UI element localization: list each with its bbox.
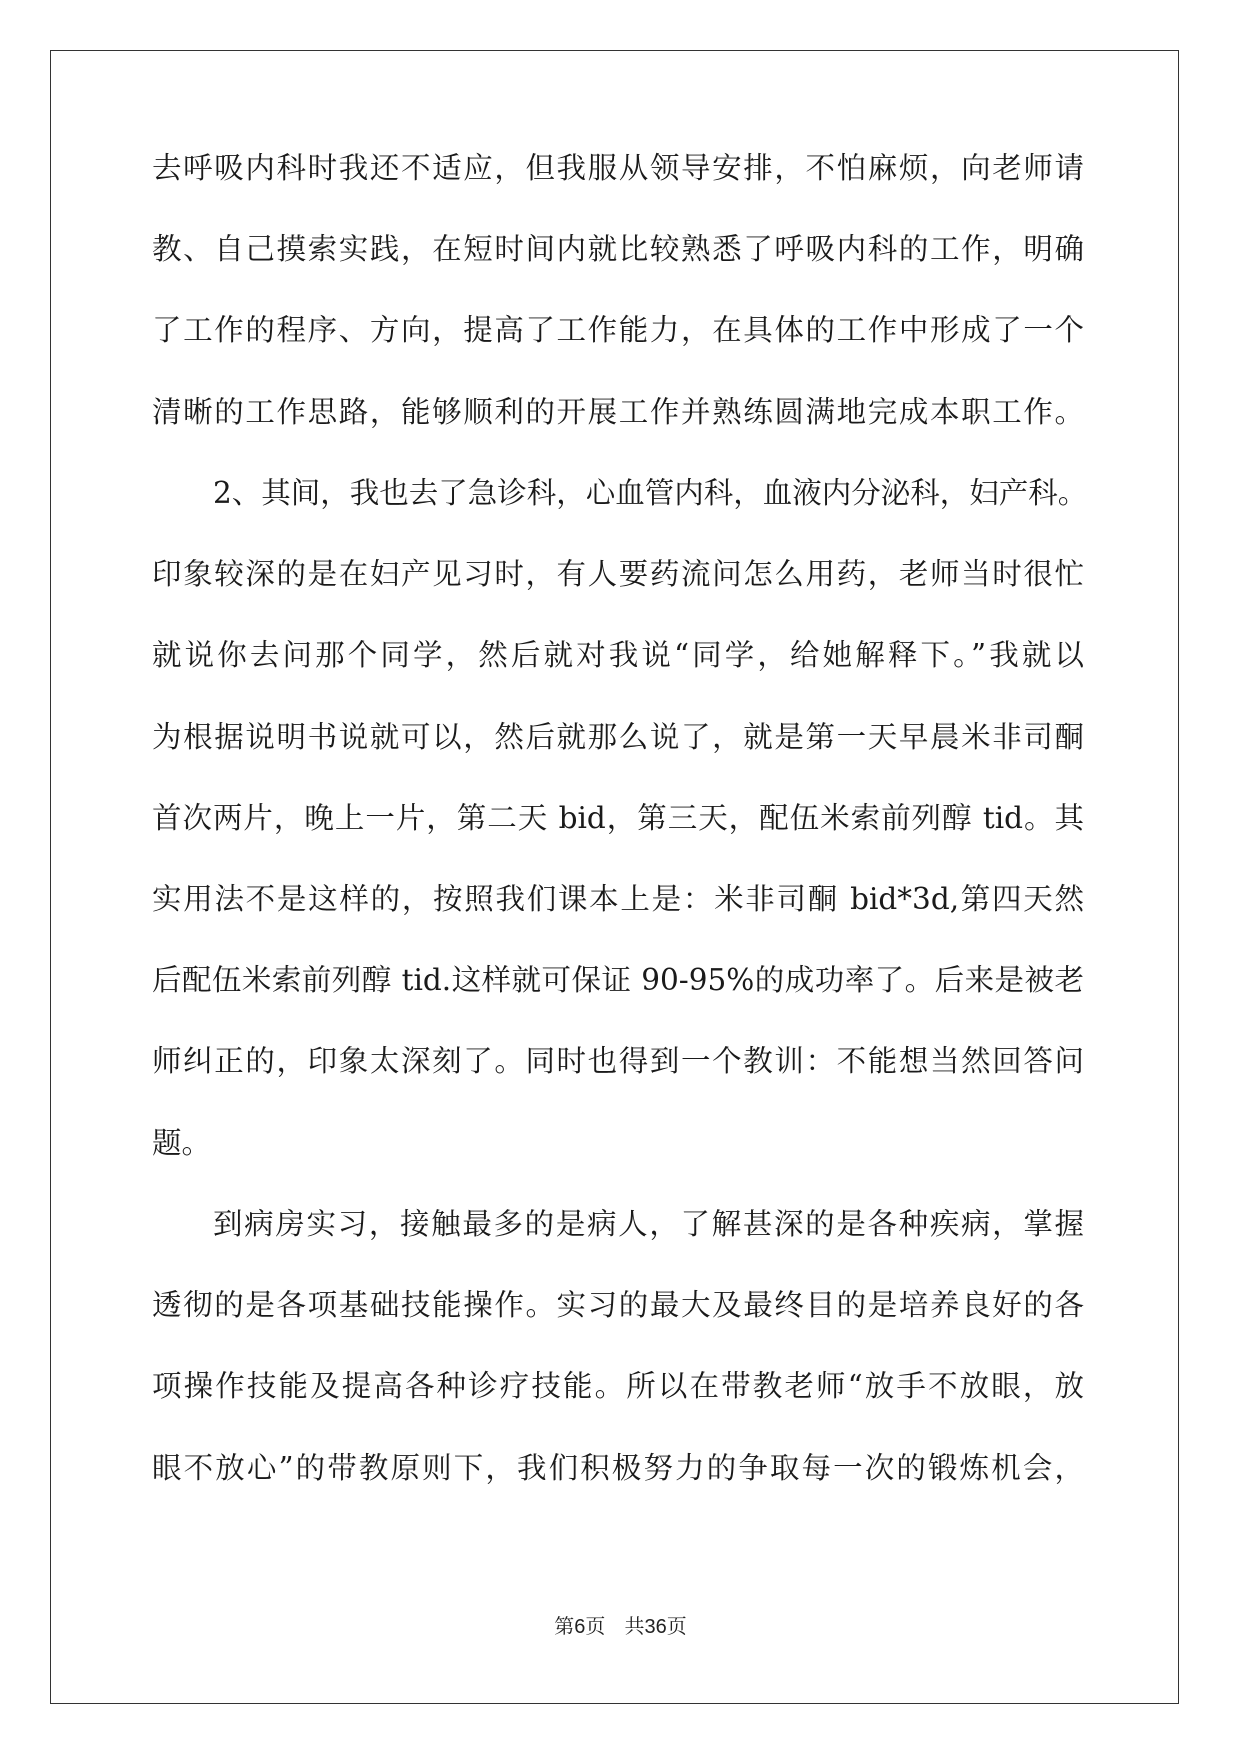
footer-page-number: 6 xyxy=(574,1616,586,1638)
paragraph-3-line: 项操作技能及提高各种诊疗技能。所以在带教老师“放手不放眼，放 xyxy=(152,1369,1084,1404)
paragraph-2-line: 题。 xyxy=(152,1125,212,1160)
paragraph-1-line: 了工作的程序、方向，提高了工作能力，在具体的工作中形成了一个 xyxy=(152,313,1084,348)
footer-total-suffix: 页 xyxy=(666,1614,687,1638)
paragraph-2 xyxy=(152,453,1088,1184)
footer-total-prefix: 共 xyxy=(624,1614,645,1638)
paragraph-1 xyxy=(152,128,1084,453)
paragraph-2-line: 为根据说明书说就可以，然后就那么说了，就是第一天早晨米非司酮 xyxy=(152,719,1084,754)
paragraph-2-line: 印象较深的是在妇产见习时，有人要药流问怎么用药，老师当时很忙 xyxy=(152,557,1084,592)
paragraph-2-line: 首次两片，晚上一片，第二天 bid，第三天，配伍米索前列醇 tid。其 xyxy=(152,800,1084,835)
paragraph-2-line: 师纠正的，印象太深刻了。同时也得到一个教训：不能想当然回答问 xyxy=(152,1044,1084,1079)
paragraph-3-line: 到病房实习，接触最多的是病人，了解甚深的是各种疾病，掌握 xyxy=(213,1207,1084,1241)
paragraph-3-line: 眼不放心”的带教原则下，我们积极努力的争取每一次的锻炼机会， xyxy=(152,1450,1084,1485)
paragraph-1-line: 去呼吸内科时我还不适应，但我服从领导安排，不怕麻烦，向老师请 xyxy=(152,151,1084,185)
paragraph-2-line: 就说你去问那个同学，然后就对我说“同学，给她解释下。”我就以 xyxy=(152,638,1084,673)
paragraph-2-line: 实用法不是这样的，按照我们课本上是：米非司酮 bid*3d,第四天然 xyxy=(152,881,1084,916)
paragraph-3-line: 透彻的是各项基础技能操作。实习的最大及最终目的是培养良好的各 xyxy=(152,1288,1084,1323)
footer-total-pages: 36 xyxy=(644,1616,667,1638)
paragraph-1-line: 清晰的工作思路，能够顺利的开展工作并熟练圆满地完成本职工作。 xyxy=(152,394,1084,429)
paragraph-2-line: 后配伍米索前列醇 tid.这样就可保证 90-95%的成功率了。后来是被老 xyxy=(152,963,1084,998)
paragraph-3 xyxy=(152,1184,1084,1509)
footer-prefix: 第 xyxy=(554,1614,575,1638)
footer-page-suffix: 页 xyxy=(585,1614,606,1638)
paragraph-2-line: 2、其间，我也去了急诊科，心血管内科，血液内分泌科，妇产科。 xyxy=(213,476,1088,510)
paragraph-1-line: 教、自己摸索实践，在短时间内就比较熟悉了呼吸内科的工作，明确 xyxy=(152,232,1084,267)
page-footer xyxy=(0,1610,1241,1639)
